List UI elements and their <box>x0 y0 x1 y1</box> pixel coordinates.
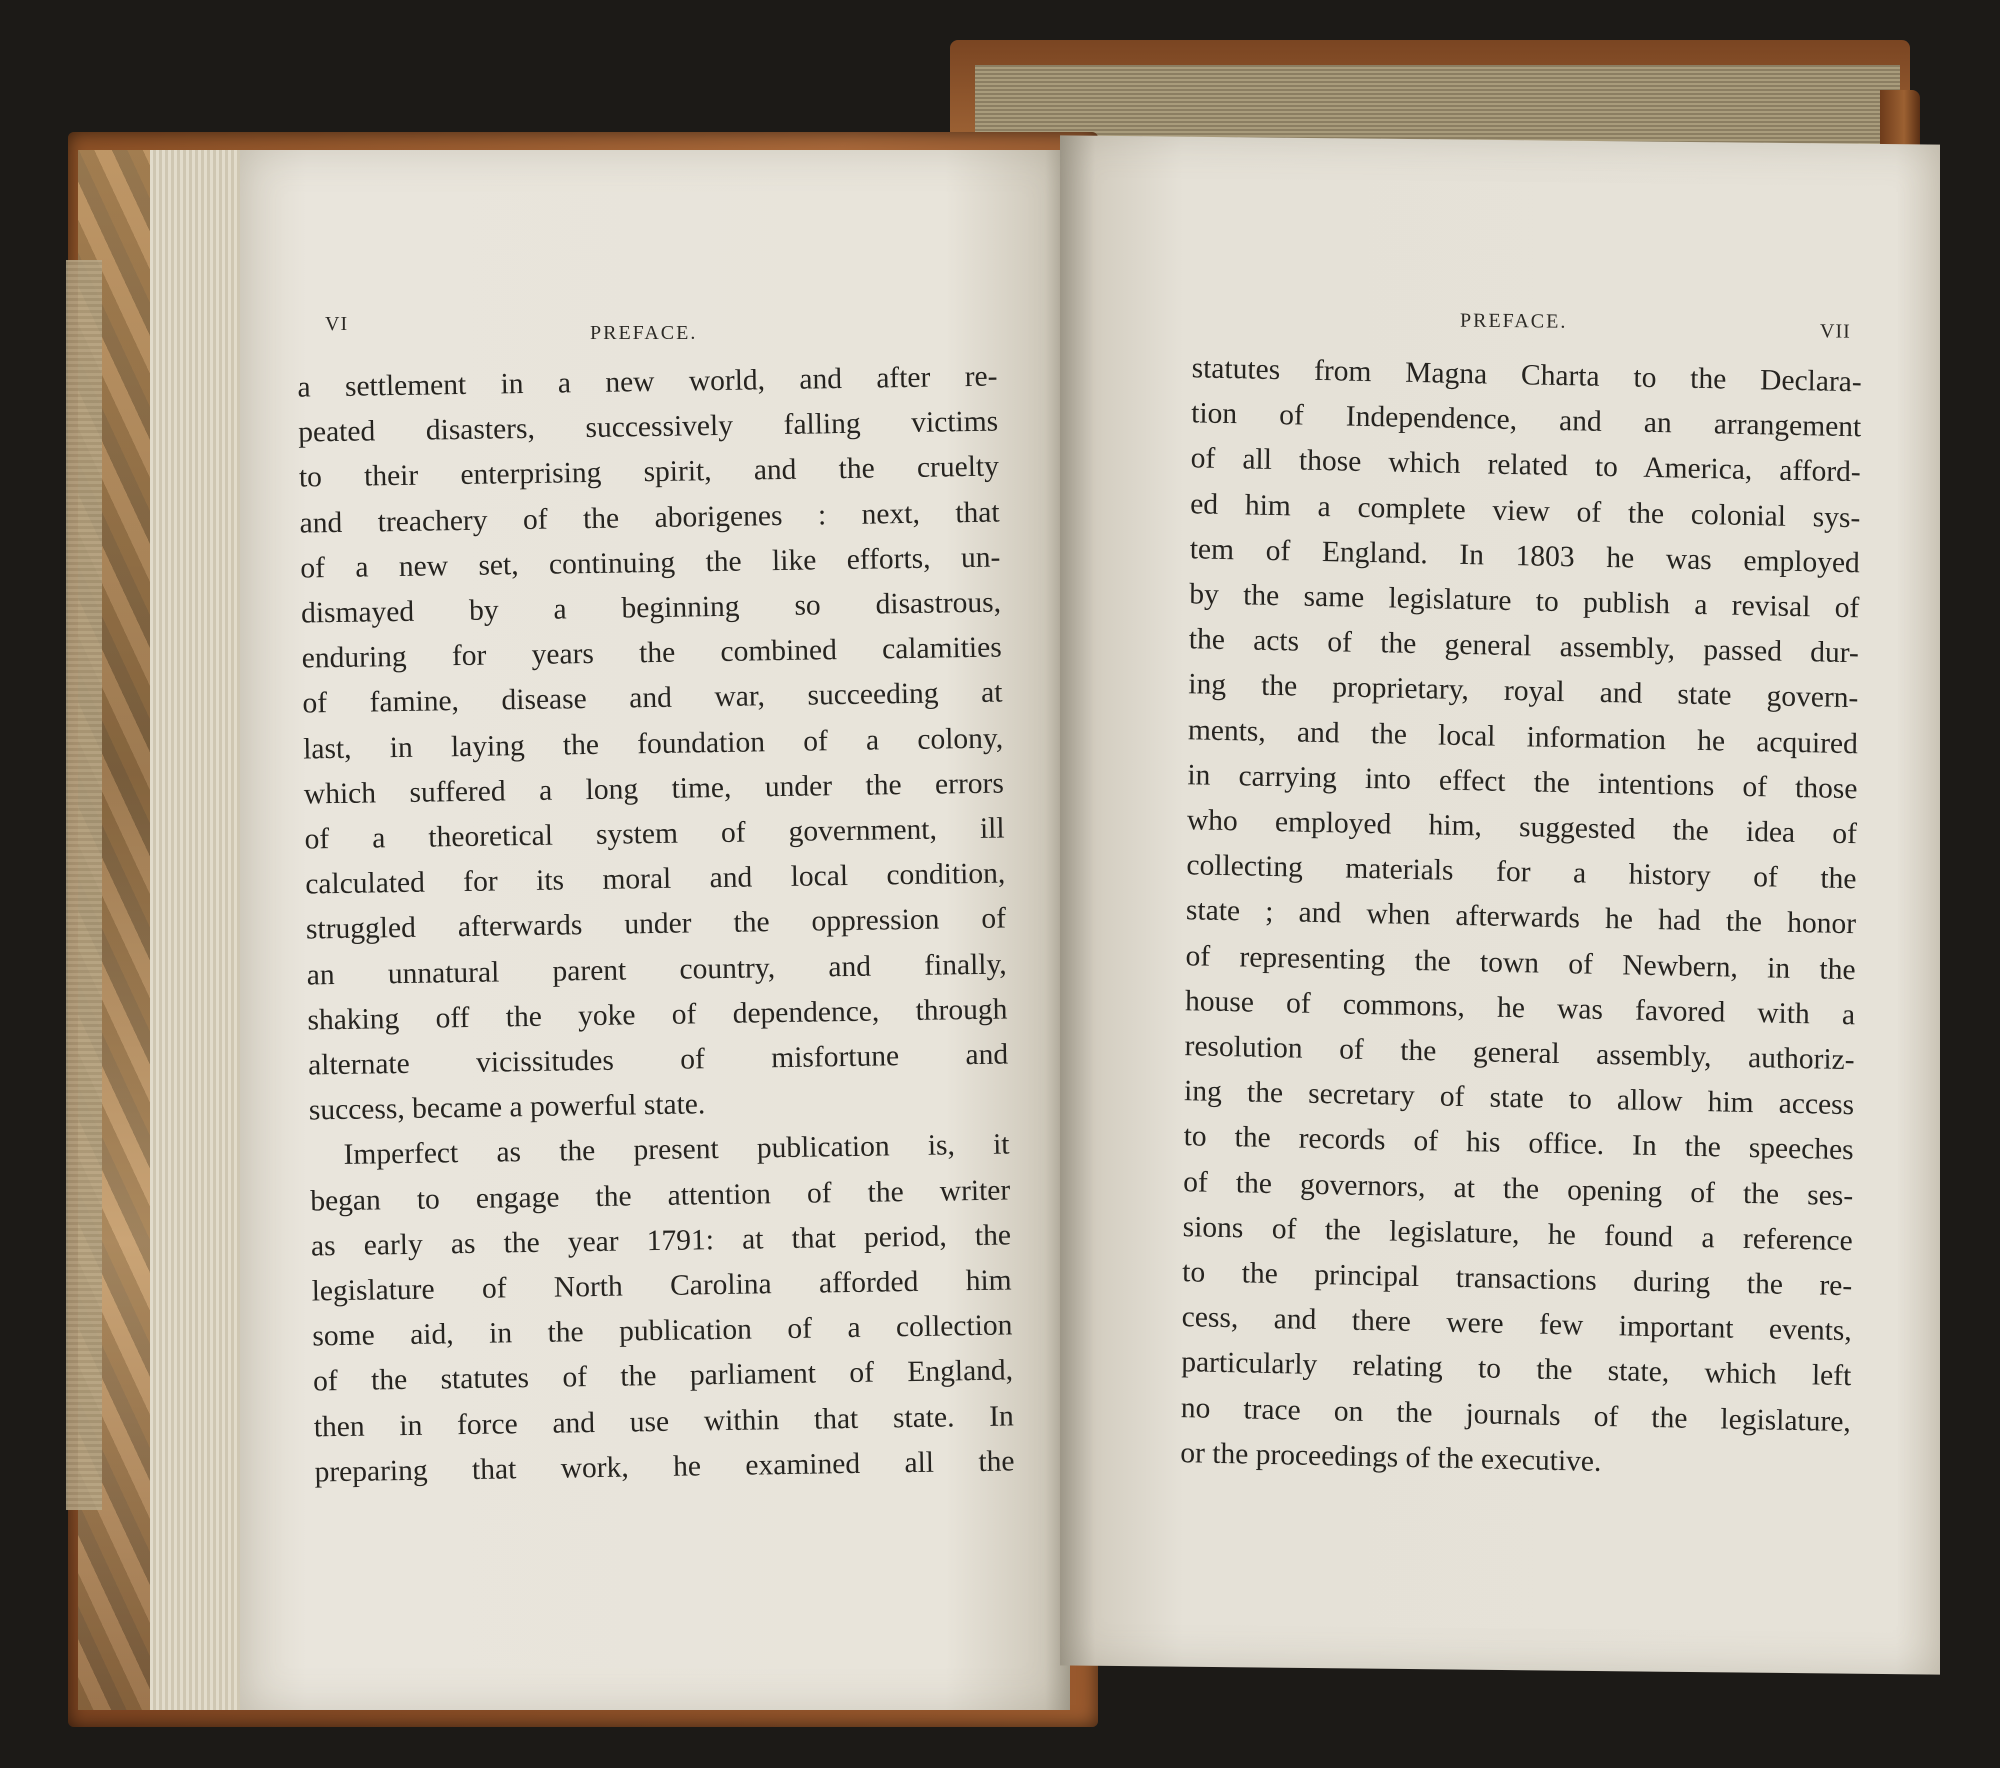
text-line: then in force and use within that state. In <box>313 1400 1015 1444</box>
text-line: Imperfect as the present publication is, it <box>343 1128 1010 1172</box>
text-line: ed him a complete view of the colonial sys- <box>1190 487 1861 534</box>
text-line: house of commons, he was favored with a <box>1184 985 1856 1032</box>
text-line: to the records of his office. In the speeches <box>1183 1120 1854 1167</box>
text-line: to their enterprising spirit, and the cruelty <box>298 450 1000 494</box>
text-line: some aid, in the publication of a collection <box>312 1309 1013 1353</box>
text-line: the acts of the general assembly, passed dur- <box>1188 623 1859 670</box>
text-line: which suffered a long time, under the errors <box>303 767 1005 811</box>
text-line: an unnatural parent country, and finally, <box>306 948 1007 992</box>
text-line: ing the secretary of state to allow him access <box>1183 1075 1855 1122</box>
text-line: alternate vicissitudes of misfortune and <box>307 1038 1009 1082</box>
text-line: as early as the year 1791: at that period, the <box>310 1219 1012 1263</box>
text-line: began to engage the attention of the writer <box>310 1174 1011 1218</box>
text-line: and treachery of the aborigenes : next, that <box>299 496 1000 540</box>
text-line: tem of England. In 1803 he was employed <box>1189 533 1860 580</box>
text-line: preparing that work, he examined all the <box>314 1445 1015 1489</box>
text-line: of the statutes of the parliament of England, <box>312 1354 1014 1398</box>
right-folio: VII <box>1820 320 1851 343</box>
text-line: collecting materials for a history of the <box>1186 849 1857 896</box>
text-line: shaking off the yoke of dependence, through <box>307 993 1008 1037</box>
cloth-spine-strip <box>66 260 102 1510</box>
text-line: no trace on the journals of the legislature, <box>1180 1391 1851 1438</box>
text-line: last, in laying the foundation of a colony, <box>302 722 1004 766</box>
text-line: of all those which related to America, afford- <box>1190 442 1861 489</box>
text-line: by the same legislature to publish a revisal of <box>1189 578 1860 625</box>
text-line: or the proceedings of the executive. <box>1180 1436 1602 1478</box>
left-running-head: PREFACE. <box>590 322 698 344</box>
text-line: to the principal transactions during the re- <box>1182 1256 1853 1303</box>
text-line: enduring for years the combined calamities <box>301 631 1002 675</box>
text-line: particularly relating to the state, which left <box>1181 1346 1852 1393</box>
text-line: sions of the legislature, he found a reference <box>1182 1211 1853 1258</box>
right-text-block <box>1180 346 1862 1490</box>
right-running-head: PREFACE. <box>1460 309 1568 333</box>
text-line: a settlement in a new world, and after re- <box>297 360 998 404</box>
text-line: resolution of the general assembly, authoriz- <box>1184 1030 1855 1077</box>
text-line: of a theoretical system of government, ill <box>304 812 1005 856</box>
text-line: ments, and the local information he acquired <box>1187 713 1859 760</box>
text-line: in carrying into effect the intentions of those <box>1187 759 1858 806</box>
text-line: ing the proprietary, royal and state govern- <box>1188 668 1859 715</box>
text-line: of representing the town of Newbern, in the <box>1185 939 1856 986</box>
text-line: tion of Independence, and an arrangement <box>1191 397 1862 444</box>
text-line: dismayed by a beginning so disastrous, <box>300 586 1002 630</box>
text-line: struggled afterwards under the oppression of <box>305 902 1007 946</box>
left-text-block <box>297 355 1015 1496</box>
text-line: cess, and there were few important events, <box>1181 1301 1852 1348</box>
left-folio: VI <box>325 313 349 335</box>
left-page <box>240 150 1070 1710</box>
text-line: statutes from Magna Charta to the Declara- <box>1191 352 1862 399</box>
text-line: legislature of North Carolina afforded him <box>311 1264 1012 1308</box>
text-line: calculated for its moral and local condition, <box>305 857 1006 901</box>
text-line: success, became a powerful state. <box>308 1088 706 1127</box>
text-line: of famine, disease and war, succeeding at <box>302 676 1003 720</box>
text-line: peated disasters, successively falling victims <box>297 405 999 449</box>
right-page <box>1060 135 1940 1674</box>
text-line: state ; and when afterwards he had the honor <box>1185 894 1857 941</box>
text-line: of the governors, at the opening of the ses- <box>1183 1165 1854 1212</box>
text-line: who employed him, suggested the idea of <box>1186 804 1858 851</box>
text-line: of a new set, continuing the like efforts, un- <box>300 541 1001 585</box>
